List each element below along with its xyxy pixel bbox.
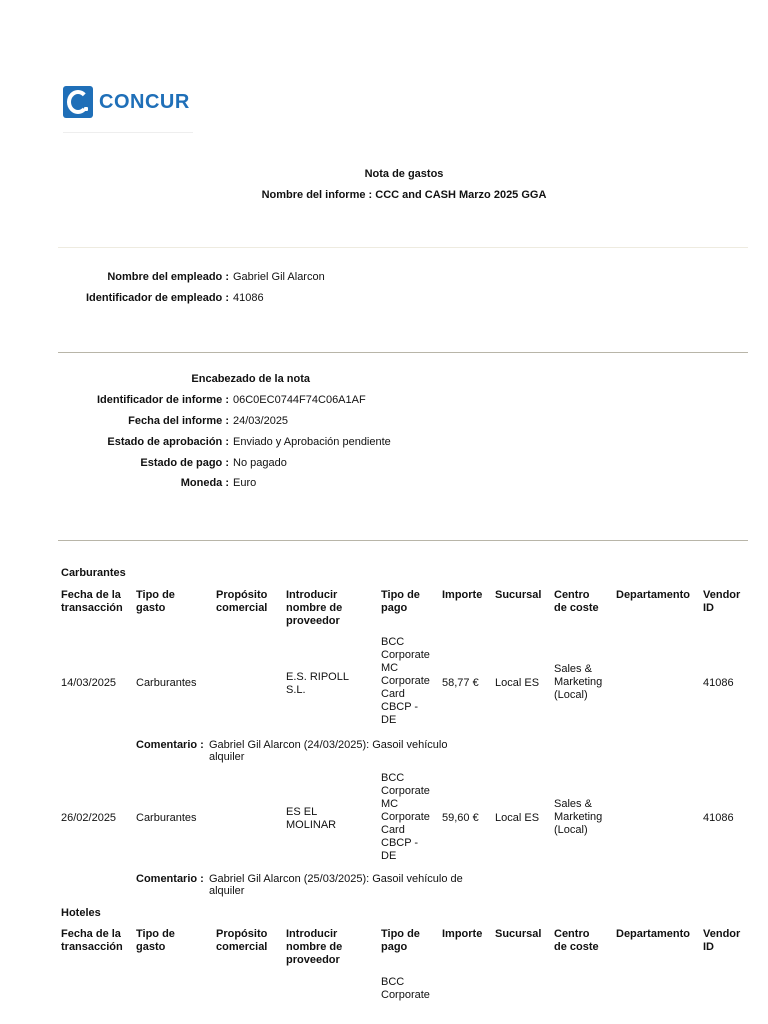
employee-name-row — [0, 271, 325, 283]
report-id-row — [0, 394, 366, 406]
comment-label: Comentario : — [136, 873, 204, 885]
cell-vendor: E.S. RIPOLL S.L. — [286, 671, 349, 696]
concur-logo-icon — [63, 86, 93, 118]
divider — [58, 352, 748, 353]
currency-value: Euro — [233, 477, 257, 489]
report-id-value: 06C0EC0744F74C06A1AF — [233, 394, 366, 406]
col-header-date: Fecha de la transacción — [61, 928, 123, 953]
col-header-expense-type: Tipo de gasto — [136, 928, 175, 953]
report-name-value: CCC and CASH Marzo 2025 GGA — [375, 189, 547, 201]
col-header-amount: Importe — [442, 928, 483, 940]
cell-cost-center: Sales & Marketing (Local) — [554, 798, 603, 836]
cell-payment-type: BCC Corporate — [381, 976, 430, 1001]
cell-branch: Local ES — [495, 677, 540, 689]
col-header-cost-center: Centro de coste — [554, 589, 599, 614]
col-header-vendor: Introducir nombre de proveedor — [286, 589, 343, 627]
report-name-line — [0, 189, 768, 201]
col-header-purpose: Propósito comercial — [216, 928, 268, 953]
col-header-department: Departamento — [616, 928, 690, 940]
divider — [58, 540, 748, 541]
document-title: Nota de gastos — [364, 168, 444, 180]
report-header-title: Encabezado de la nota — [191, 373, 310, 385]
col-header-branch: Sucursal — [495, 589, 542, 601]
logo-underline — [63, 132, 193, 133]
col-header-payment-type: Tipo de pago — [381, 589, 420, 614]
section-title-hoteles: Hoteles — [61, 907, 101, 919]
report-id-label: Identificador de informe : — [96, 394, 229, 406]
approval-status-row — [0, 436, 391, 448]
approval-status-label: Estado de aprobación : — [107, 436, 229, 448]
col-header-cost-center: Centro de coste — [554, 928, 599, 953]
comment-text: Gabriel Gil Alarcon (25/03/2025): Gasoil vehículo de alquiler — [209, 873, 463, 897]
cell-branch: Local ES — [495, 812, 540, 824]
payment-status-value: No pagado — [233, 457, 287, 469]
cell-expense-type: Carburantes — [136, 677, 197, 689]
employee-id-row — [0, 292, 264, 304]
cell-cost-center: Sales & Marketing (Local) — [554, 663, 603, 701]
col-header-vendor: Introducir nombre de proveedor — [286, 928, 343, 966]
col-header-vendor-id: Vendor ID — [703, 928, 741, 953]
logo-text: CONCUR — [99, 90, 190, 113]
col-header-purpose: Propósito comercial — [216, 589, 268, 614]
report-header-title-row — [0, 373, 310, 385]
employee-name-label: Nombre del empleado : — [107, 271, 229, 283]
employee-name-value: Gabriel Gil Alarcon — [233, 271, 325, 283]
cell-vendor: ES EL MOLINAR — [286, 806, 337, 831]
concur-logo — [63, 86, 190, 118]
employee-id-label: Identificador de empleado : — [85, 292, 229, 304]
cell-amount: 59,60 € — [442, 812, 479, 824]
payment-status-label: Estado de pago : — [140, 457, 229, 469]
report-date-value: 24/03/2025 — [233, 415, 289, 427]
report-date-row — [0, 415, 288, 427]
cell-amount: 58,77 € — [442, 677, 479, 689]
divider — [58, 247, 748, 248]
cell-date: 14/03/2025 — [61, 677, 117, 689]
col-header-department: Departamento — [616, 589, 690, 601]
col-header-branch: Sucursal — [495, 928, 542, 940]
report-name-label: Nombre del informe : — [261, 189, 373, 201]
report-date-label: Fecha del informe : — [128, 415, 229, 427]
section-title-carburantes: Carburantes — [61, 567, 126, 579]
employee-id-value: 41086 — [233, 292, 264, 304]
comment-text: Gabriel Gil Alarcon (24/03/2025): Gasoil vehículo alquiler — [209, 739, 448, 763]
cell-vendor-id: 41086 — [703, 812, 734, 824]
cell-payment-type: BCC Corporate MC Corporate Card CBCP - DE — [381, 772, 430, 862]
comment-label: Comentario : — [136, 739, 204, 751]
approval-status-value: Enviado y Aprobación pendiente — [233, 436, 391, 448]
currency-label: Moneda : — [180, 477, 229, 489]
col-header-amount: Importe — [442, 589, 483, 601]
cell-expense-type: Carburantes — [136, 812, 197, 824]
payment-status-row — [0, 457, 287, 469]
cell-date: 26/02/2025 — [61, 812, 117, 824]
cell-payment-type: BCC Corporate MC Corporate Card CBCP - DE — [381, 636, 430, 726]
col-header-payment-type: Tipo de pago — [381, 928, 420, 953]
col-header-expense-type: Tipo de gasto — [136, 589, 175, 614]
col-header-date: Fecha de la transacción — [61, 589, 123, 614]
cell-vendor-id: 41086 — [703, 677, 734, 689]
currency-row — [0, 477, 256, 489]
col-header-vendor-id: Vendor ID — [703, 589, 741, 614]
